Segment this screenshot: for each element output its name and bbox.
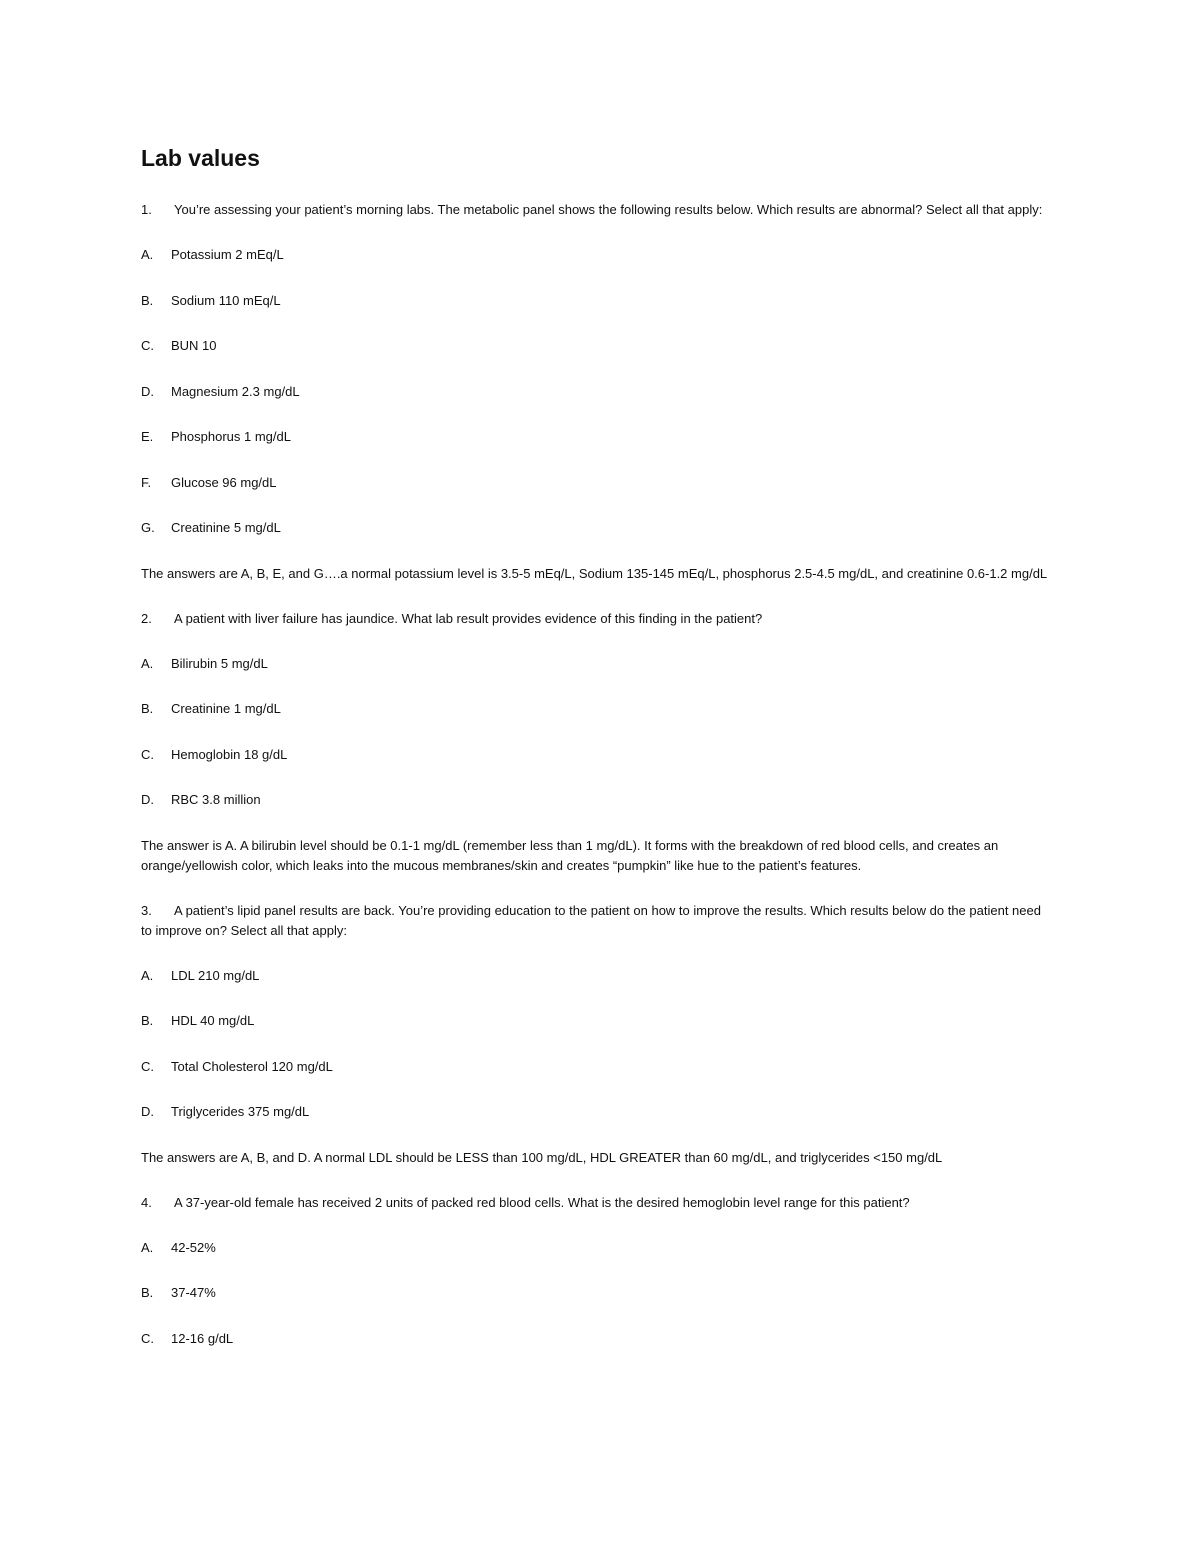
- option-letter: A.: [141, 247, 154, 262]
- option-letter: C.: [141, 338, 154, 353]
- answer-option: [141, 1011, 1051, 1031]
- answer-explanation: The answers are A, B, and D. A normal LDL should be LESS than 100 mg/dL, HDL GREATER than 60 mg/dL, and triglycerides <150 mg/dL: [141, 1149, 943, 1165]
- answer-option: [141, 1102, 1051, 1122]
- answer-option: [141, 473, 1051, 493]
- option-text: Magnesium 2.3 mg/dL: [171, 383, 300, 399]
- option-text: HDL 40 mg/dL: [171, 1013, 255, 1028]
- option-letter: E.: [141, 429, 154, 444]
- answer-option: [141, 382, 1051, 402]
- option-letter: F.: [141, 474, 152, 490]
- answer-option: [141, 699, 1051, 719]
- answer-option: [141, 427, 1051, 447]
- option-text: Bilirubin 5 mg/dL: [171, 655, 268, 671]
- answer-option: [141, 245, 1051, 265]
- question-text: A patient with liver failure has jaundice. What lab result provides evidence of this finding in the patient?: [174, 610, 763, 626]
- option-text: Sodium 110 mEq/L: [171, 292, 281, 308]
- option-letter: C.: [141, 1058, 154, 1074]
- option-text: 37-47%: [171, 1285, 216, 1300]
- question-number: 1.: [141, 202, 152, 217]
- answer-option: [141, 745, 1051, 765]
- option-text: Hemoglobin 18 g/dL: [171, 746, 288, 762]
- answer-option: [141, 790, 1051, 810]
- option-letter: A.: [141, 655, 154, 671]
- answer-option: [141, 1283, 1051, 1303]
- question-2: [141, 609, 1051, 876]
- answer-explanation: The answer is A. A bilirubin level should be 0.1-1 mg/dL (remember less than 1 mg/dL). It forms with the breakdown of red blood cells, and creates an orange/yellowish color, which leaks into the mucous membranes/skin and creates “pumpkin” like hue to the patient’s features.: [141, 837, 999, 873]
- question-number: 3.: [141, 902, 152, 918]
- question-3: [141, 901, 1051, 1168]
- answer-option: [141, 966, 1051, 986]
- question-stem: [141, 1193, 1051, 1213]
- option-letter: C.: [141, 746, 154, 762]
- option-letter: B.: [141, 1013, 154, 1028]
- option-letter: C.: [141, 1330, 154, 1346]
- answer-option: [141, 291, 1051, 311]
- option-text: Phosphorus 1 mg/dL: [171, 429, 291, 444]
- question-stem: [141, 200, 1051, 220]
- answer-option: [141, 336, 1051, 356]
- option-text: BUN 10: [171, 338, 217, 353]
- option-letter: A.: [141, 1239, 154, 1255]
- option-letter: G.: [141, 520, 155, 535]
- option-text: Total Cholesterol 120 mg/dL: [171, 1058, 333, 1074]
- option-text: Glucose 96 mg/dL: [171, 474, 277, 490]
- option-letter: A.: [141, 967, 154, 983]
- page-title: Lab values: [141, 145, 260, 171]
- question-stem: [141, 901, 1051, 941]
- option-text: Creatinine 5 mg/dL: [171, 520, 281, 535]
- question-text: You’re assessing your patient’s morning labs. The metabolic panel shows the following results below. Which results are abnormal? Select all that apply:: [174, 202, 1043, 217]
- answer-option: [141, 654, 1051, 674]
- document-page: [141, 143, 1051, 1374]
- question-number: 2.: [141, 610, 152, 626]
- option-text: 12-16 g/dL: [171, 1330, 234, 1346]
- question-stem: [141, 609, 1051, 629]
- answer-explanation: The answers are A, B, E, and G….a normal potassium level is 3.5-5 mEq/L, Sodium 135-145 mEq/L, phosphorus 2.5-4.5 mg/dL, and creatinine 0.6-1.2 mg/dL: [141, 565, 1048, 581]
- option-text: 42-52%: [171, 1239, 216, 1255]
- question-text: A patient’s lipid panel results are back. You’re providing education to the patient on how to improve the results. Which results below do the patient need to improve on? Select all that apply:: [141, 902, 1041, 938]
- question-4: [141, 1193, 1051, 1349]
- option-letter: D.: [141, 383, 154, 399]
- question-number: 4.: [141, 1194, 152, 1210]
- answer-option: [141, 1329, 1051, 1349]
- question-1: [141, 200, 1051, 584]
- answer-option: [141, 518, 1051, 538]
- option-letter: B.: [141, 701, 154, 716]
- option-text: Potassium 2 mEq/L: [171, 247, 284, 262]
- option-letter: D.: [141, 792, 154, 807]
- answer-option: [141, 1057, 1051, 1077]
- option-text: Triglycerides 375 mg/dL: [171, 1104, 310, 1119]
- option-letter: B.: [141, 292, 154, 308]
- option-letter: D.: [141, 1104, 154, 1119]
- answer-option: [141, 1238, 1051, 1258]
- question-text: A 37-year-old female has received 2 units of packed red blood cells. What is the desired hemoglobin level range for this patient?: [174, 1194, 910, 1210]
- option-text: LDL 210 mg/dL: [171, 967, 260, 983]
- option-letter: B.: [141, 1285, 154, 1300]
- option-text: Creatinine 1 mg/dL: [171, 701, 281, 716]
- option-text: RBC 3.8 million: [171, 792, 261, 807]
